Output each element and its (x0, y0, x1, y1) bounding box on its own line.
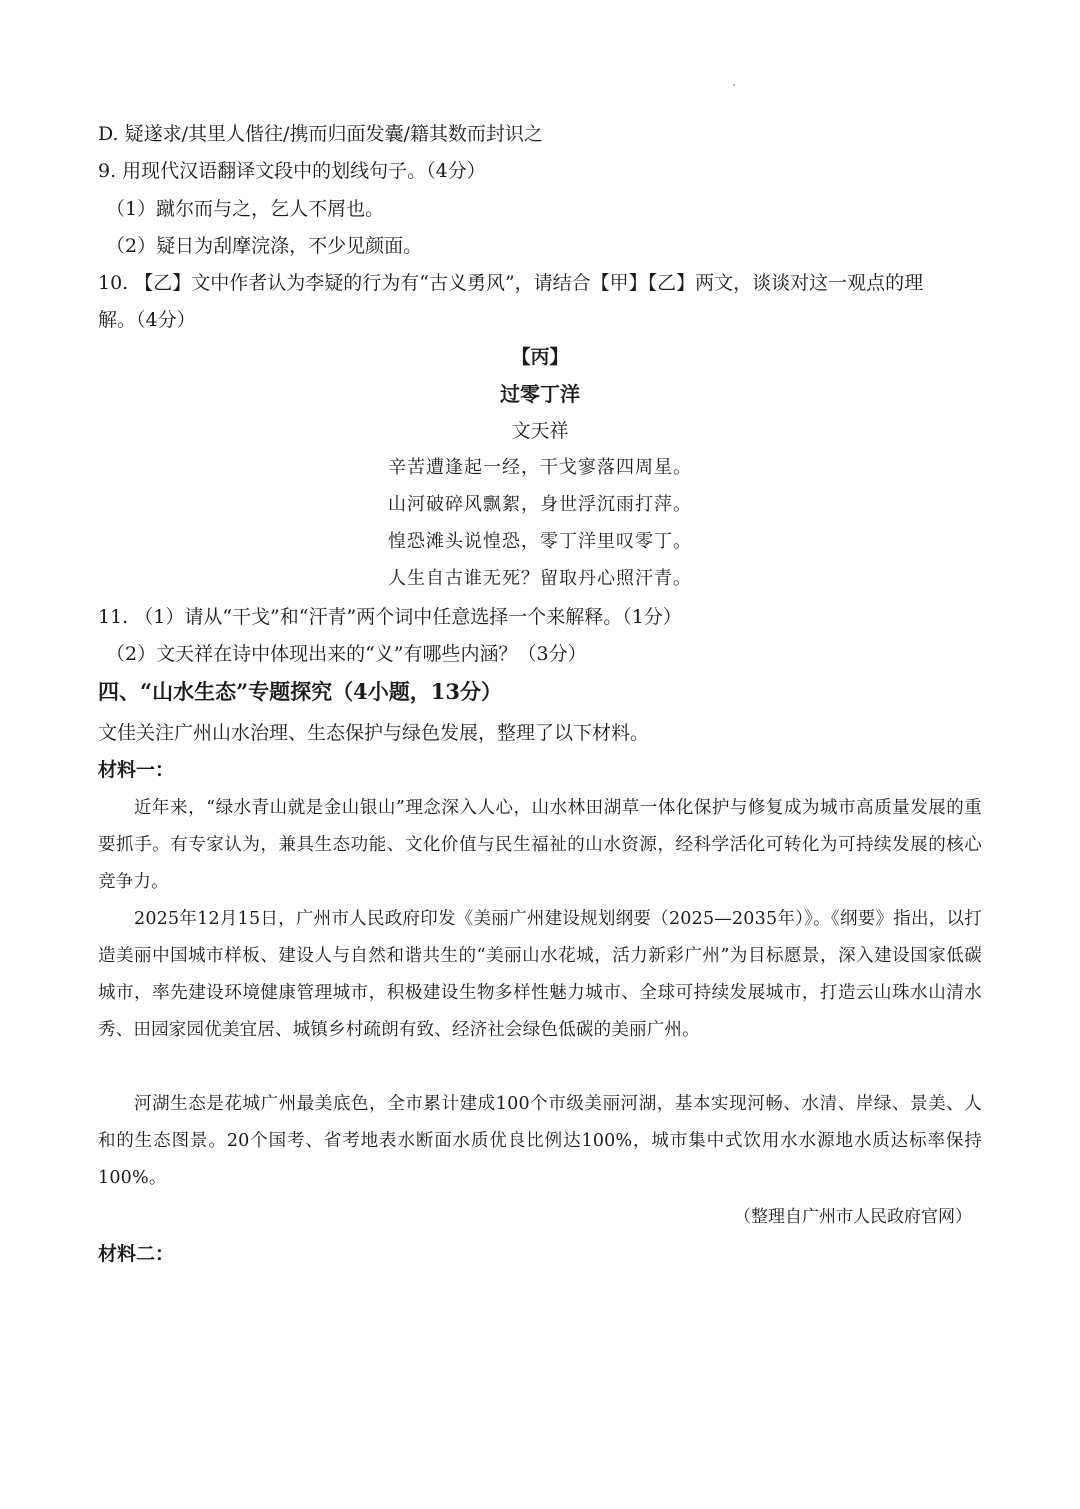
poem-line: 人生自古谁无死？留取丹心照汗青。 (388, 568, 692, 589)
material-1-source: （整理自广州市人民政府官网） (734, 1207, 972, 1227)
poem-line: 山河破碎风飘絮，身世浮沉雨打萍。 (388, 494, 692, 515)
material-1-label: 材料一： (98, 759, 175, 781)
material-2-label: 材料二： (98, 1243, 175, 1265)
option-d: D. 疑遂求/其里人偕往/携而归面发囊/籍其数而封识之 (98, 123, 543, 145)
material-1-paragraph-1: 近年来，“绿水青山就是金山银山”理念深入人心，山水林田湖草一体化保护与修复成为城市高质量发展的重要抓手。有专家认为，兼具生态功能、文化价值与民生福祉的山水资源，经科学活化可转化为可持续发展的核心竞争力。 (98, 798, 982, 892)
question-9-stem: 9. 用现代汉语翻译文段中的划线句子。（4分） (98, 160, 486, 182)
question-9-sentence-2: （2）疑日为刮摩浣涤，不少见颜面。 (106, 235, 423, 257)
poem-author: 文天祥 (511, 420, 569, 442)
question-10-line-1: 10. 【乙】文中作者认为李疑的行为有“古义勇风”，请结合【甲】【乙】两文，谈谈对这一观点的理 (98, 272, 924, 294)
section-4-title: 四、“山水生态”专题探究（4小题，13分） (98, 679, 502, 704)
question-10-line-2: 解。（4分） (98, 309, 196, 331)
poem-line: 辛苦遭逢起一经，干戈寥落四周星。 (388, 457, 692, 478)
material-1-paragraph-3: 河湖生态是花城广州最美底色，全市累计建成100个市级美丽河湖，基本实现河畅、水清、岸绿、景美、人和的生态图景。20个国考、省考地表水断面水质优良比例达100%，城市集中式饮用水水源地水质达标率保持100%。 (98, 1094, 982, 1188)
question-9-sentence-1: （1）蹴尔而与之，乞人不屑也。 (106, 198, 385, 220)
question-11-part-1: 11. （1）请从“干戈”和“汗青”两个词中任意选择一个来解释。（1分） (98, 606, 682, 628)
material-1-paragraph-2: 2025年12月15日，广州市人民政府印发《美丽广州建设规划纲要（2025—2035年）》。《纲要》指出，以打造美丽中国城市样板、建设人与自然和谐共生的“美丽山水花城，活力新彩广州”为目标愿景，深入建设国家低碳城市，率先建设环境健康管理城市，积极建设生物多样性魅力城市、全球可持续发展城市，打造云山珠水山清水秀、田园家园优美宜居、城镇乡村疏朗有致、经济社会绿色低碳的美丽广州。 (98, 909, 982, 1040)
poem-tag: 【丙】 (511, 346, 569, 368)
question-11-part-2: （2）文天祥在诗中体现出来的“义”有哪些内涵？（3分） (106, 643, 587, 665)
poem-line: 惶恐滩头说惶恐，零丁洋里叹零丁。 (388, 531, 692, 552)
section-4-intro: 文佳关注广州山水治理、生态保护与绿色发展，整理了以下材料。 (98, 722, 650, 744)
poem-title: 过零丁洋 (500, 382, 580, 406)
scan-speck (733, 84, 735, 86)
